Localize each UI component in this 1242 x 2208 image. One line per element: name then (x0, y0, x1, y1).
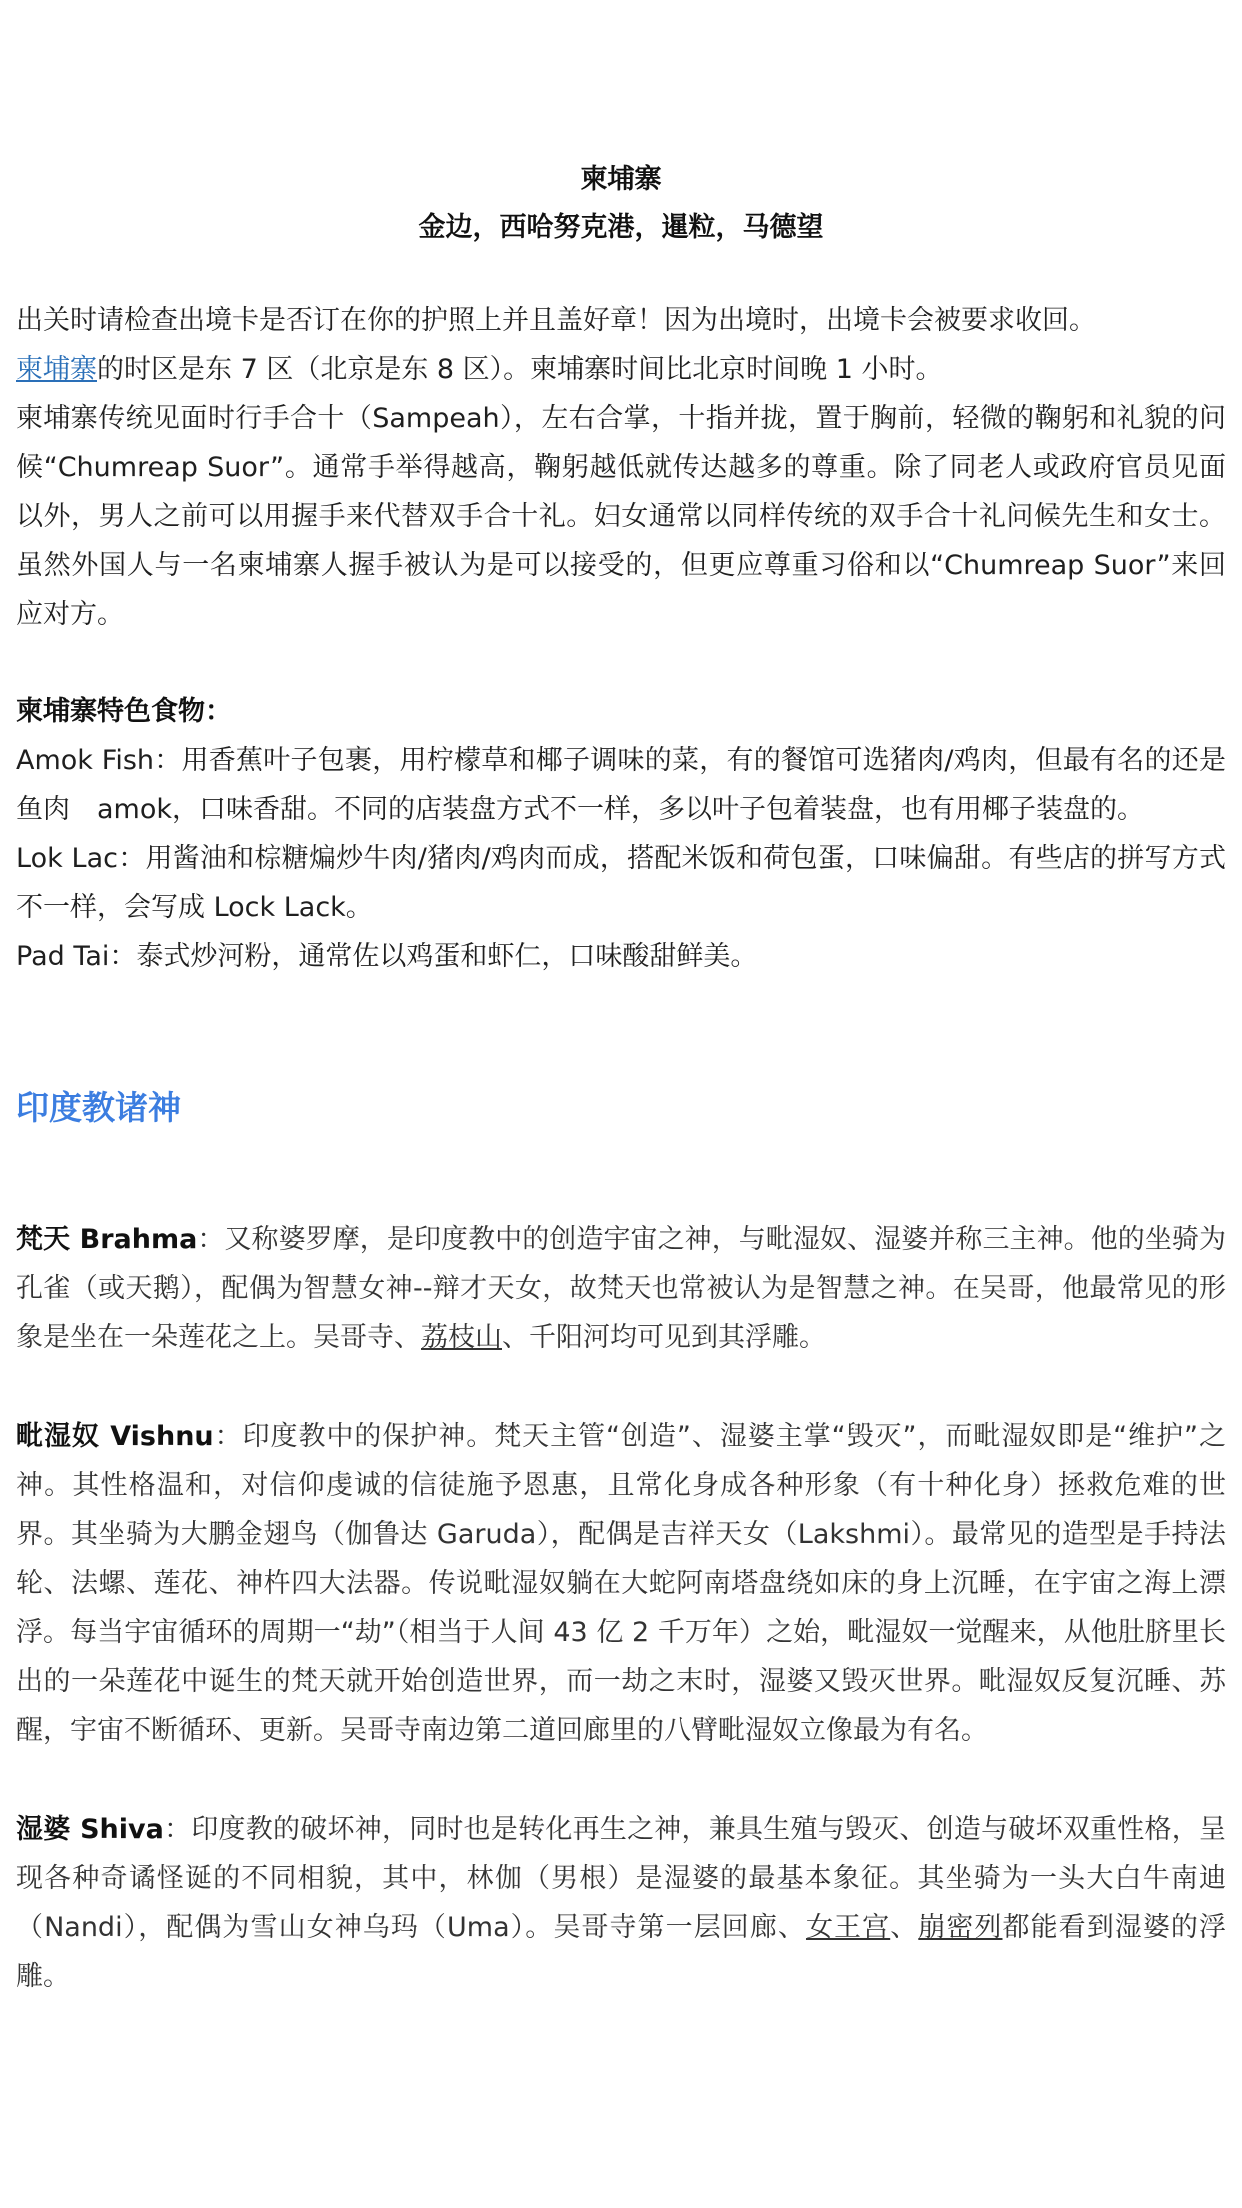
phnom-kulen-link[interactable]: 荔枝山 (421, 1322, 502, 1353)
god-name-brahma: 梵天 Brahma (16, 1224, 198, 1255)
beng-mealea-link[interactable]: 崩密列 (918, 1912, 1003, 1943)
intro-paragraph-1: 出关时请检查出境卡是否订在你的护照上并且盖好章！因为出境时，出境卡会被要求收回。 (16, 305, 1096, 336)
page-subtitle: 金边，西哈努克港，暹粒，马德望 (418, 212, 824, 243)
banteay-srei-link[interactable]: 女王宫 (805, 1912, 891, 1943)
food-loklac: Lok Lac：用酱油和棕糖煸炒牛肉/猪肉/鸡肉而成，搭配米饭和荷包蛋，口味偏甜。有些店的拼写方式不一样，会写成 Lock Lack。 (16, 843, 1226, 923)
god-brahma: 梵天 Brahma：又称婆罗摩，是印度教中的创造宇宙之神，与毗湿奴、湿婆并称三主神。他的坐骑为孔雀（或天鹅），配偶为智慧女神--辩才天女，故梵天也常被认为是智慧之神。在吴哥，他最常见的形象是坐在一朵莲花之上。吴哥寺、荔枝山、千阳河均可见到其浮雕。 (16, 1224, 1227, 1353)
god-shiva: 湿婆 Shiva：印度教的破坏神，同时也是转化再生之神，兼具生殖与毁灭、创造与破坏双重性格，呈现各种奇谲怪诞的不同相貌，其中，林伽（男根）是湿婆的最基本象征。其坐骑为一头大白牛南迪（Nandi），配偶为雪山女神乌玛（Uma）。吴哥寺第一层回廊、女王宫、崩密列都能看到湿婆的浮雕。 (16, 1814, 1227, 1992)
article (16, 156, 1226, 2001)
food-amok: Amok Fish：用香蕉叶子包裹，用柠檬草和椰子调味的菜，有的餐馆可选猪肉/鸡肉，但最有名的还是鱼肉 amok，口味香甜。不同的店装盘方式不一样，多以叶子包着装盘，也有用椰子装盘的。 (16, 745, 1226, 825)
god-name-vishnu: 毗湿奴 Vishnu (16, 1421, 214, 1452)
page-title: 柬埔寨 (580, 164, 662, 195)
section-title-hindu-gods: 印度教诸神 (16, 1088, 181, 1127)
god-vishnu: 毗湿奴 Vishnu：印度教中的保护神。梵天主管“创造”、湿婆主掌“毁灭”，而毗湿奴即是“维护”之神。其性格温和，对信仰虔诚的信徒施予恩惠，且常化身成各种形象（有十种化身）拯救危难的世界。其坐骑为大鹏金翅鸟（伽鲁达 Garuda），配偶是吉祥天女（Lakshmi）。最常见的造型是手持法轮、法螺、莲花、神杵四大法器。传说毗湿奴躺在大蛇阿南塔盘绕如床的身上沉睡，在宇宙之海上漂浮。每当宇宙循环的周期一“劫”（相当于人间 43 亿 2 千万年）之始，毗湿奴一觉醒来，从他肚脐里长出的一朵莲花中诞生的梵天就开始创造世界，而一劫之末时，湿婆又毁灭世界。毗湿奴反复沉睡、苏醒，宇宙不断循环、更新。吴哥寺南边第二道回廊里的八臂毗湿奴立像最为有名。 (16, 1421, 1226, 1746)
food-padtai: Pad Tai：泰式炒河粉，通常佐以鸡蛋和虾仁，口味酸甜鲜美。 (16, 941, 758, 972)
cambodia-link[interactable]: 柬埔寨 (16, 354, 97, 385)
intro-paragraph-3: 柬埔寨传统见面时行手合十（Sampeah），左右合掌，十指并拢，置于胸前，轻微的鞠躬和礼貌的问候“Chumreap Suor”。通常手举得越高，鞠躬越低就传达越多的尊重。除了同老人或政府官员见面以外，男人之前可以用握手来代替双手合十礼。妇女通常以同样传统的双手合十礼问候先生和女士。虽然外国人与一名柬埔寨人握手被认为是可以接受的，但更应尊重习俗和以“Chumreap Suor”来回应对方。 (16, 403, 1226, 630)
intro-paragraph-2 (16, 345, 1226, 394)
timezone-text: 的时区是东 7 区（北京是东 8 区）。柬埔寨时间比北京时间晚 1 小时。 (97, 354, 943, 385)
god-name-shiva: 湿婆 Shiva (16, 1814, 164, 1845)
food-heading: 柬埔寨特色食物： (16, 696, 232, 727)
